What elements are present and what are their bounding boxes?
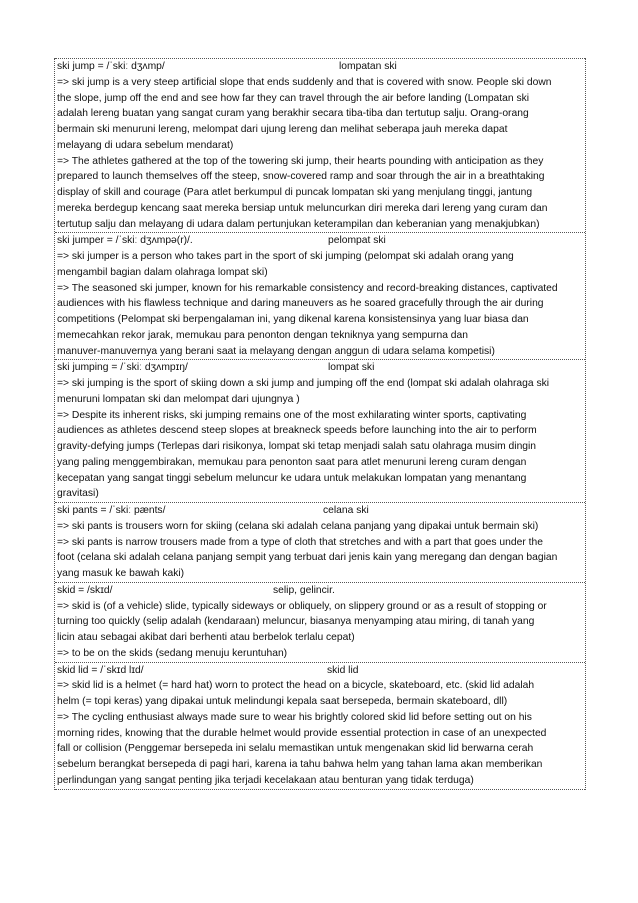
translation: pelompat ski xyxy=(328,235,386,247)
entry-line: => ski jumping is the sport of skiing down a ski jump and jumping off the end (lompat ski adalah olahraga ski xyxy=(57,378,550,389)
entry-line: adalah lereng buatan yang sangat curam yang berakhir secara tiba-tiba dan tertutup salju. Orang-orang xyxy=(57,108,529,120)
entry-line: audiences as athletes descend steep slopes at breakneck speeds before launching into the air to perform xyxy=(57,425,537,437)
entry-line: audiences with his flawless technique and daring maneuvers as he soared gracefully through the air during xyxy=(57,298,544,310)
translation: lompat ski xyxy=(328,362,375,374)
entry-line: melayang di udara sebelum mendarat) xyxy=(57,139,234,151)
headword: skid lid = /ˈskɪd lɪd/ xyxy=(57,664,144,676)
entry-skid xyxy=(55,582,585,662)
entry-line: => ski jumper is a person who takes part in the sport of ski jumping (pelompat ski adalah orang yang xyxy=(57,251,514,262)
entry-header xyxy=(57,360,583,376)
entry-ski-jump xyxy=(55,58,585,232)
headword: ski pants = /ˈskiː pænts/ xyxy=(57,505,166,516)
entry-header xyxy=(57,663,583,679)
translation: skid lid xyxy=(327,664,359,676)
headword: ski jumper = /ˈskiː dʒʌmpə(r)/. xyxy=(57,235,193,247)
translation: celana ski xyxy=(323,505,369,516)
entry-line: menuruni lompatan ski dan melompat dari ujungnya ) xyxy=(57,393,300,405)
headword: ski jumping = /ˈskiː dʒʌmpɪŋ/ xyxy=(57,362,188,374)
entry-header xyxy=(57,503,583,519)
entry-line: display of skill and courage (Para atlet berkumpul di puncak lompatan ski yang menjulang tinggi, jantung xyxy=(57,187,533,198)
entry-line: mengambil bagian dalam olahraga lompat ski) xyxy=(57,266,268,278)
entry-line: kecepatan yang sangat tinggi sebelum meluncur ke udara untuk melakukan lompatan yang menantang xyxy=(57,472,527,484)
translation: selip, gelincir. xyxy=(273,584,335,596)
entry-line: gravity-defying jumps (Terlepas dari risikonya, lompat ski tetap menjadi salah satu olahraga musim dingin xyxy=(57,441,537,452)
headword: skid = /skɪd/ xyxy=(57,584,113,596)
entry-header xyxy=(57,583,583,599)
entry-line: => ski pants is narrow trousers made from a type of cloth that stretches and with a part that goes under the xyxy=(57,536,543,548)
entry-line: => skid lid is a helmet (= hard hat) worn to protect the head on a bicycle, skateboard, etc. (skid lid adalah xyxy=(57,680,535,692)
translation: lompatan ski xyxy=(339,61,397,72)
entry-header xyxy=(57,59,583,75)
dictionary-table xyxy=(54,58,586,790)
entry-line: perlindungan yang sangat penting jika terjadi kecelakaan atau benturan yang tidak terduga) xyxy=(57,774,474,786)
entry-line: sebelum berangkat bersepeda di pagi hari, karena ia tahu bahwa helm yang tahan lama akan memberikan xyxy=(57,759,543,770)
entry-line: fall or collision (Penggemar bersepeda ini selalu memastikan untuk mengenakan skid lid berwarna cerah xyxy=(57,743,534,755)
entry-line: foot (celana ski adalah celana panjang sempit yang terbuat dari jenis kain yang meregang dan dengan bagian xyxy=(57,552,558,564)
entry-line: yang masuk ke bawah kaki) xyxy=(57,568,185,579)
entry-line: => ski jump is a very steep artificial slope that ends suddenly and that is covered with snow. People ski down xyxy=(57,76,552,88)
entry-line: => to be on the skids (sedang menuju keruntuhan) xyxy=(57,647,288,659)
entry-line: tertutup salju dan melayang di udara dalam pertunjukan keterampilan dan keberanian yang menakjubkan) xyxy=(57,218,540,230)
entry-line: => Despite its inherent risks, ski jumping remains one of the most exhilarating winter sports, captivating xyxy=(57,409,527,421)
entry-line: manuver-manuvernya yang berani saat ia melayang dengan anggun di udara selama kompetisi) xyxy=(57,345,495,357)
entry-line: licin atau sebagai akibat dari berhenti atau berbelok terlalu cepat) xyxy=(57,632,355,643)
entry-line: helm (= topi keras) yang dipakai untuk melindungi kepala saat bersepeda, bermain skateboard, dll) xyxy=(57,696,508,707)
entry-line: => ski pants is trousers worn for skiing (celana ski adalah celana panjang yang dipakai untuk bermain ski) xyxy=(57,520,539,532)
headword: ski jump = /ˈskiː dʒʌmp/ xyxy=(57,61,165,72)
entry-ski-jumping xyxy=(55,359,585,502)
entry-line: competitions (Pelompat ski berpengalaman ini, yang dikenal karena konsistensinya yang luar biasa dan xyxy=(57,314,529,325)
entry-line: bermain ski menuruni lereng, melompat dari ujung lereng dan melihat seberapa jauh mereka dapat xyxy=(57,124,508,135)
entry-skid-lid xyxy=(55,662,585,790)
entry-line: => The seasoned ski jumper, known for his remarkable consistency and record-breaking distances, captivated xyxy=(57,282,558,294)
entry-ski-pants xyxy=(55,502,585,582)
entry-line: prepared to launch themselves off the steep, snow-covered ramp and soar through the air in a breathtaking xyxy=(57,171,545,183)
entry-ski-jumper xyxy=(55,232,585,359)
entry-line: => The athletes gathered at the top of the towering ski jump, their hearts pounding with anticipation as they xyxy=(57,155,544,167)
entry-line: memecahkan rekor jarak, memukau para penonton dengan tekniknya yang sempurna dan xyxy=(57,329,468,341)
entry-line: gravitasi) xyxy=(57,488,99,500)
entry-line: turning too quickly (selip adalah (kendaraan) meluncur, biasanya menyamping atau miring, di tanah yang xyxy=(57,616,535,628)
entry-line: morning rides, knowing that the durable helmet would provide essential protection in case of an unexpected xyxy=(57,727,547,739)
entry-line: yang paling menggembirakan, memukau para penonton saat para atlet menuruni lereng curam dengan xyxy=(57,456,527,468)
entry-line: mereka berdegup kencang saat mereka bersiap untuk meluncurkan diri mereka dari lereng yang curam dan xyxy=(57,202,548,214)
entry-line: => skid is (of a vehicle) slide, typically sideways or obliquely, on slippery ground or as a result of stopping or xyxy=(57,600,547,612)
entry-line: the slope, jump off the end and see how far they can travel through the air before landing (Lompatan ski xyxy=(57,92,530,104)
entry-line: => The cycling enthusiast always made sure to wear his brightly colored skid lid before setting out on his xyxy=(57,711,532,723)
entry-header xyxy=(57,233,583,249)
